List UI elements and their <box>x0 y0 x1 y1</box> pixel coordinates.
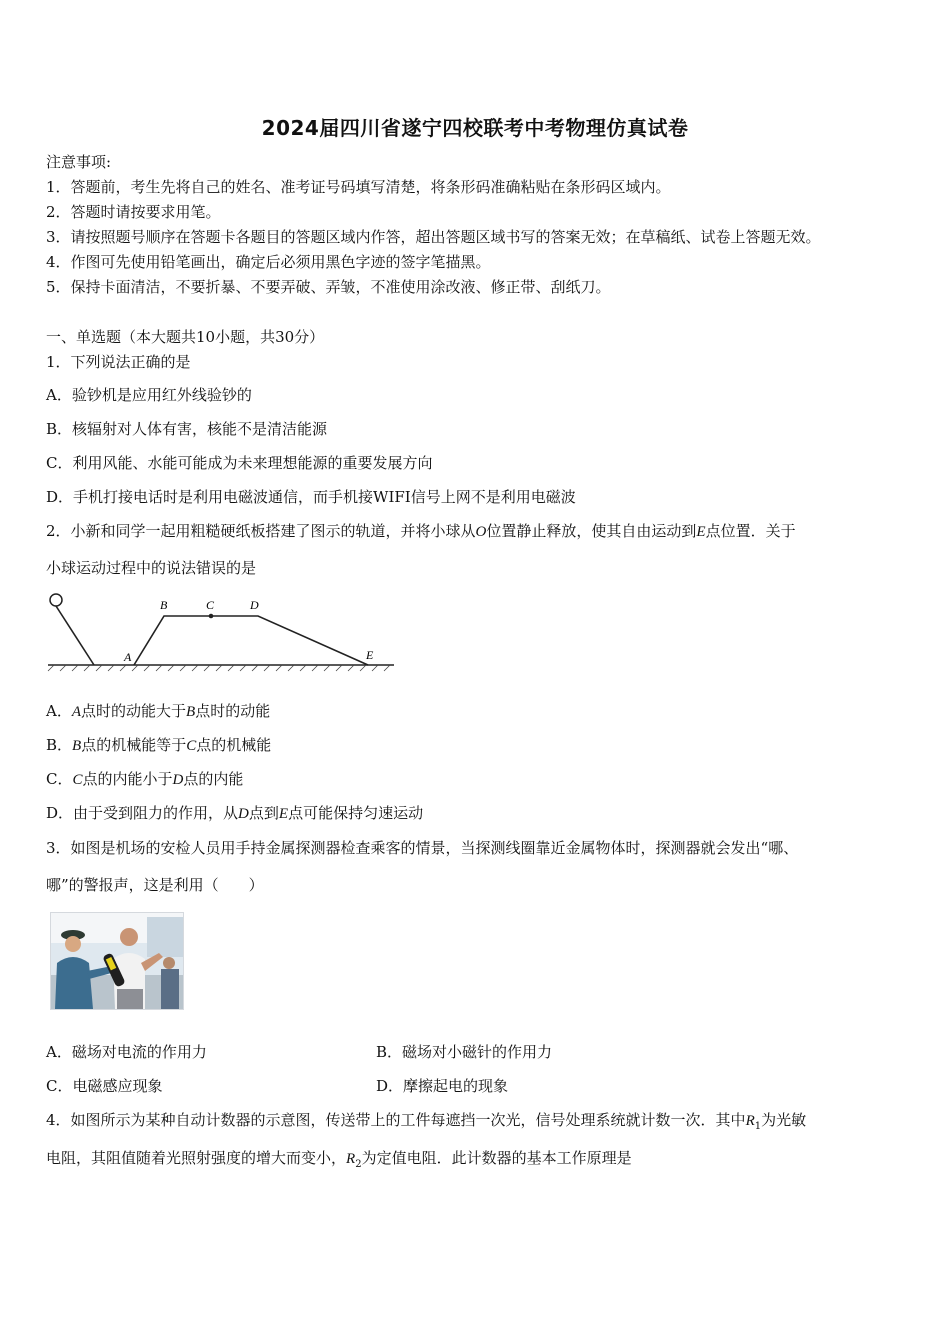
notice-item: 4．作图可先使用铅笔画出，确定后必须用黑色字迹的签字笔描黑。 <box>46 253 491 271</box>
q2-stem-line1 <box>46 521 796 542</box>
q1-option-b: B．核辐射对人体有害，核能不是清洁能源 <box>46 420 328 438</box>
option-var: B <box>186 704 196 720</box>
label-b: B <box>160 598 168 612</box>
option-text: A． <box>46 702 72 720</box>
q4-text: 4．如图所示为某种自动计数器的示意图，传送带上的工件每遮挡一次光，信号处理系统就计数一次．其中 <box>46 1111 746 1129</box>
q4-var-r1: R <box>745 1113 755 1129</box>
option-text: 点的内能 <box>183 770 244 788</box>
q2-stem-text: 2．小新和同学一起用粗糙硬纸板搭建了图示的轨道，并将小球从 <box>46 522 476 540</box>
label-e: E <box>366 648 374 662</box>
notice-item: 5．保持卡面清洁，不要折暴、不要弄破、弄皱，不准使用涂改液、修正带、刮纸刀。 <box>46 278 611 296</box>
q4-stem-line2 <box>46 1148 632 1175</box>
notice-item: 2．答题时请按要求用笔。 <box>46 203 221 221</box>
section-heading: 一、单选题（本大题共10小题，共30分） <box>46 328 325 346</box>
option-text: D．由于受到阻力的作用，从 <box>46 804 239 822</box>
q2-var-o: O <box>475 524 487 540</box>
q1-option-d: D．手机打接电话时是利用电磁波通信，而手机接WIFI信号上网不是利用电磁波 <box>46 488 576 506</box>
q2-stem-line2: 小球运动过程中的说法错误的是 <box>46 559 257 577</box>
option-var: A <box>71 704 82 720</box>
notice-item: 3．请按照题号顺序在答题卡各题目的答题区域内作答，超出答题区域书写的答案无效；在草稿纸、试卷上答题无效。 <box>46 228 821 246</box>
q3-stem-line1: 3．如图是机场的安检人员用手持金属探测器检查乘客的情景，当探测线圈靠近金属物体时，探测器就会发出“哪、 <box>46 839 799 857</box>
option-var: D <box>238 806 249 822</box>
option-var: B <box>72 738 82 754</box>
option-text: 点到 <box>248 804 279 822</box>
point-c-dot <box>209 614 214 619</box>
q4-text: 为光敏 <box>761 1111 807 1129</box>
option-text: 点时的动能 <box>195 702 271 720</box>
option-text: 点的内能小于 <box>82 770 173 788</box>
notice-item: 1．答题前，考生先将自己的姓名、准考证号码填写清楚，将条形码准确粘贴在条形码区域内。 <box>46 178 671 196</box>
exam-title: 2024届四川省遂宁四校联考中考物理仿真试卷 <box>261 116 689 140</box>
q1-option-c: C．利用风能、水能可能成为未来理想能源的重要发展方向 <box>46 454 433 472</box>
q2-var-e: E <box>696 524 706 540</box>
ground-hatching <box>48 665 390 671</box>
q3-option-d: D．摩擦起电的现象 <box>376 1077 509 1095</box>
option-var: E <box>278 806 289 822</box>
option-text: 点时的动能大于 <box>81 702 187 720</box>
q4-text: 为定值电阻．此计数器的基本工作原理是 <box>361 1149 632 1167</box>
start-ramp <box>56 606 94 665</box>
q2-option-b <box>46 735 271 756</box>
label-a: A <box>124 650 132 664</box>
q2-stem-text: 点位置．关于 <box>705 522 796 540</box>
notice-heading: 注意事项: <box>46 153 112 171</box>
q4-stem-line1 <box>46 1110 806 1137</box>
q1-stem: 1．下列说法正确的是 <box>46 353 191 371</box>
security-check-photo <box>50 912 184 1010</box>
track-path <box>134 616 368 665</box>
q2-stem-text: 位置静止释放，使其自由运动到 <box>486 522 697 540</box>
q2-option-a <box>46 701 270 722</box>
q4-var-r1-sub: 1 <box>754 1121 762 1132</box>
label-c: C <box>206 598 215 612</box>
q4-var-r2: R <box>346 1151 356 1167</box>
option-text: 点可能保持匀速运动 <box>288 804 424 822</box>
option-text: B． <box>46 736 73 754</box>
q2-option-c <box>46 769 243 790</box>
q3-option-b: B．磁场对小磁针的作用力 <box>376 1043 553 1061</box>
photo-illustration <box>51 913 183 1009</box>
q3-stem-line2: 哪”的警报声，这是利用（ ） <box>46 876 264 894</box>
ball <box>50 594 62 606</box>
option-var: C <box>186 738 197 754</box>
option-var: C <box>72 772 83 788</box>
option-var: D <box>172 772 184 788</box>
label-d: D <box>250 598 259 612</box>
q2-option-d <box>46 803 423 824</box>
option-text: C． <box>46 770 73 788</box>
option-text: 点的机械能 <box>196 736 272 754</box>
q4-text: 电阻，其阻值随着光照射强度的增大而变小， <box>46 1149 347 1167</box>
track-diagram <box>46 588 398 678</box>
q4-var-r2-sub: 2 <box>355 1159 362 1170</box>
q1-option-a: A．验钞机是应用红外线验钞的 <box>46 386 252 404</box>
option-text: 点的机械能等于 <box>81 736 187 754</box>
q3-option-a: A．磁场对电流的作用力 <box>46 1043 207 1061</box>
q3-option-c: C．电磁感应现象 <box>46 1077 163 1095</box>
